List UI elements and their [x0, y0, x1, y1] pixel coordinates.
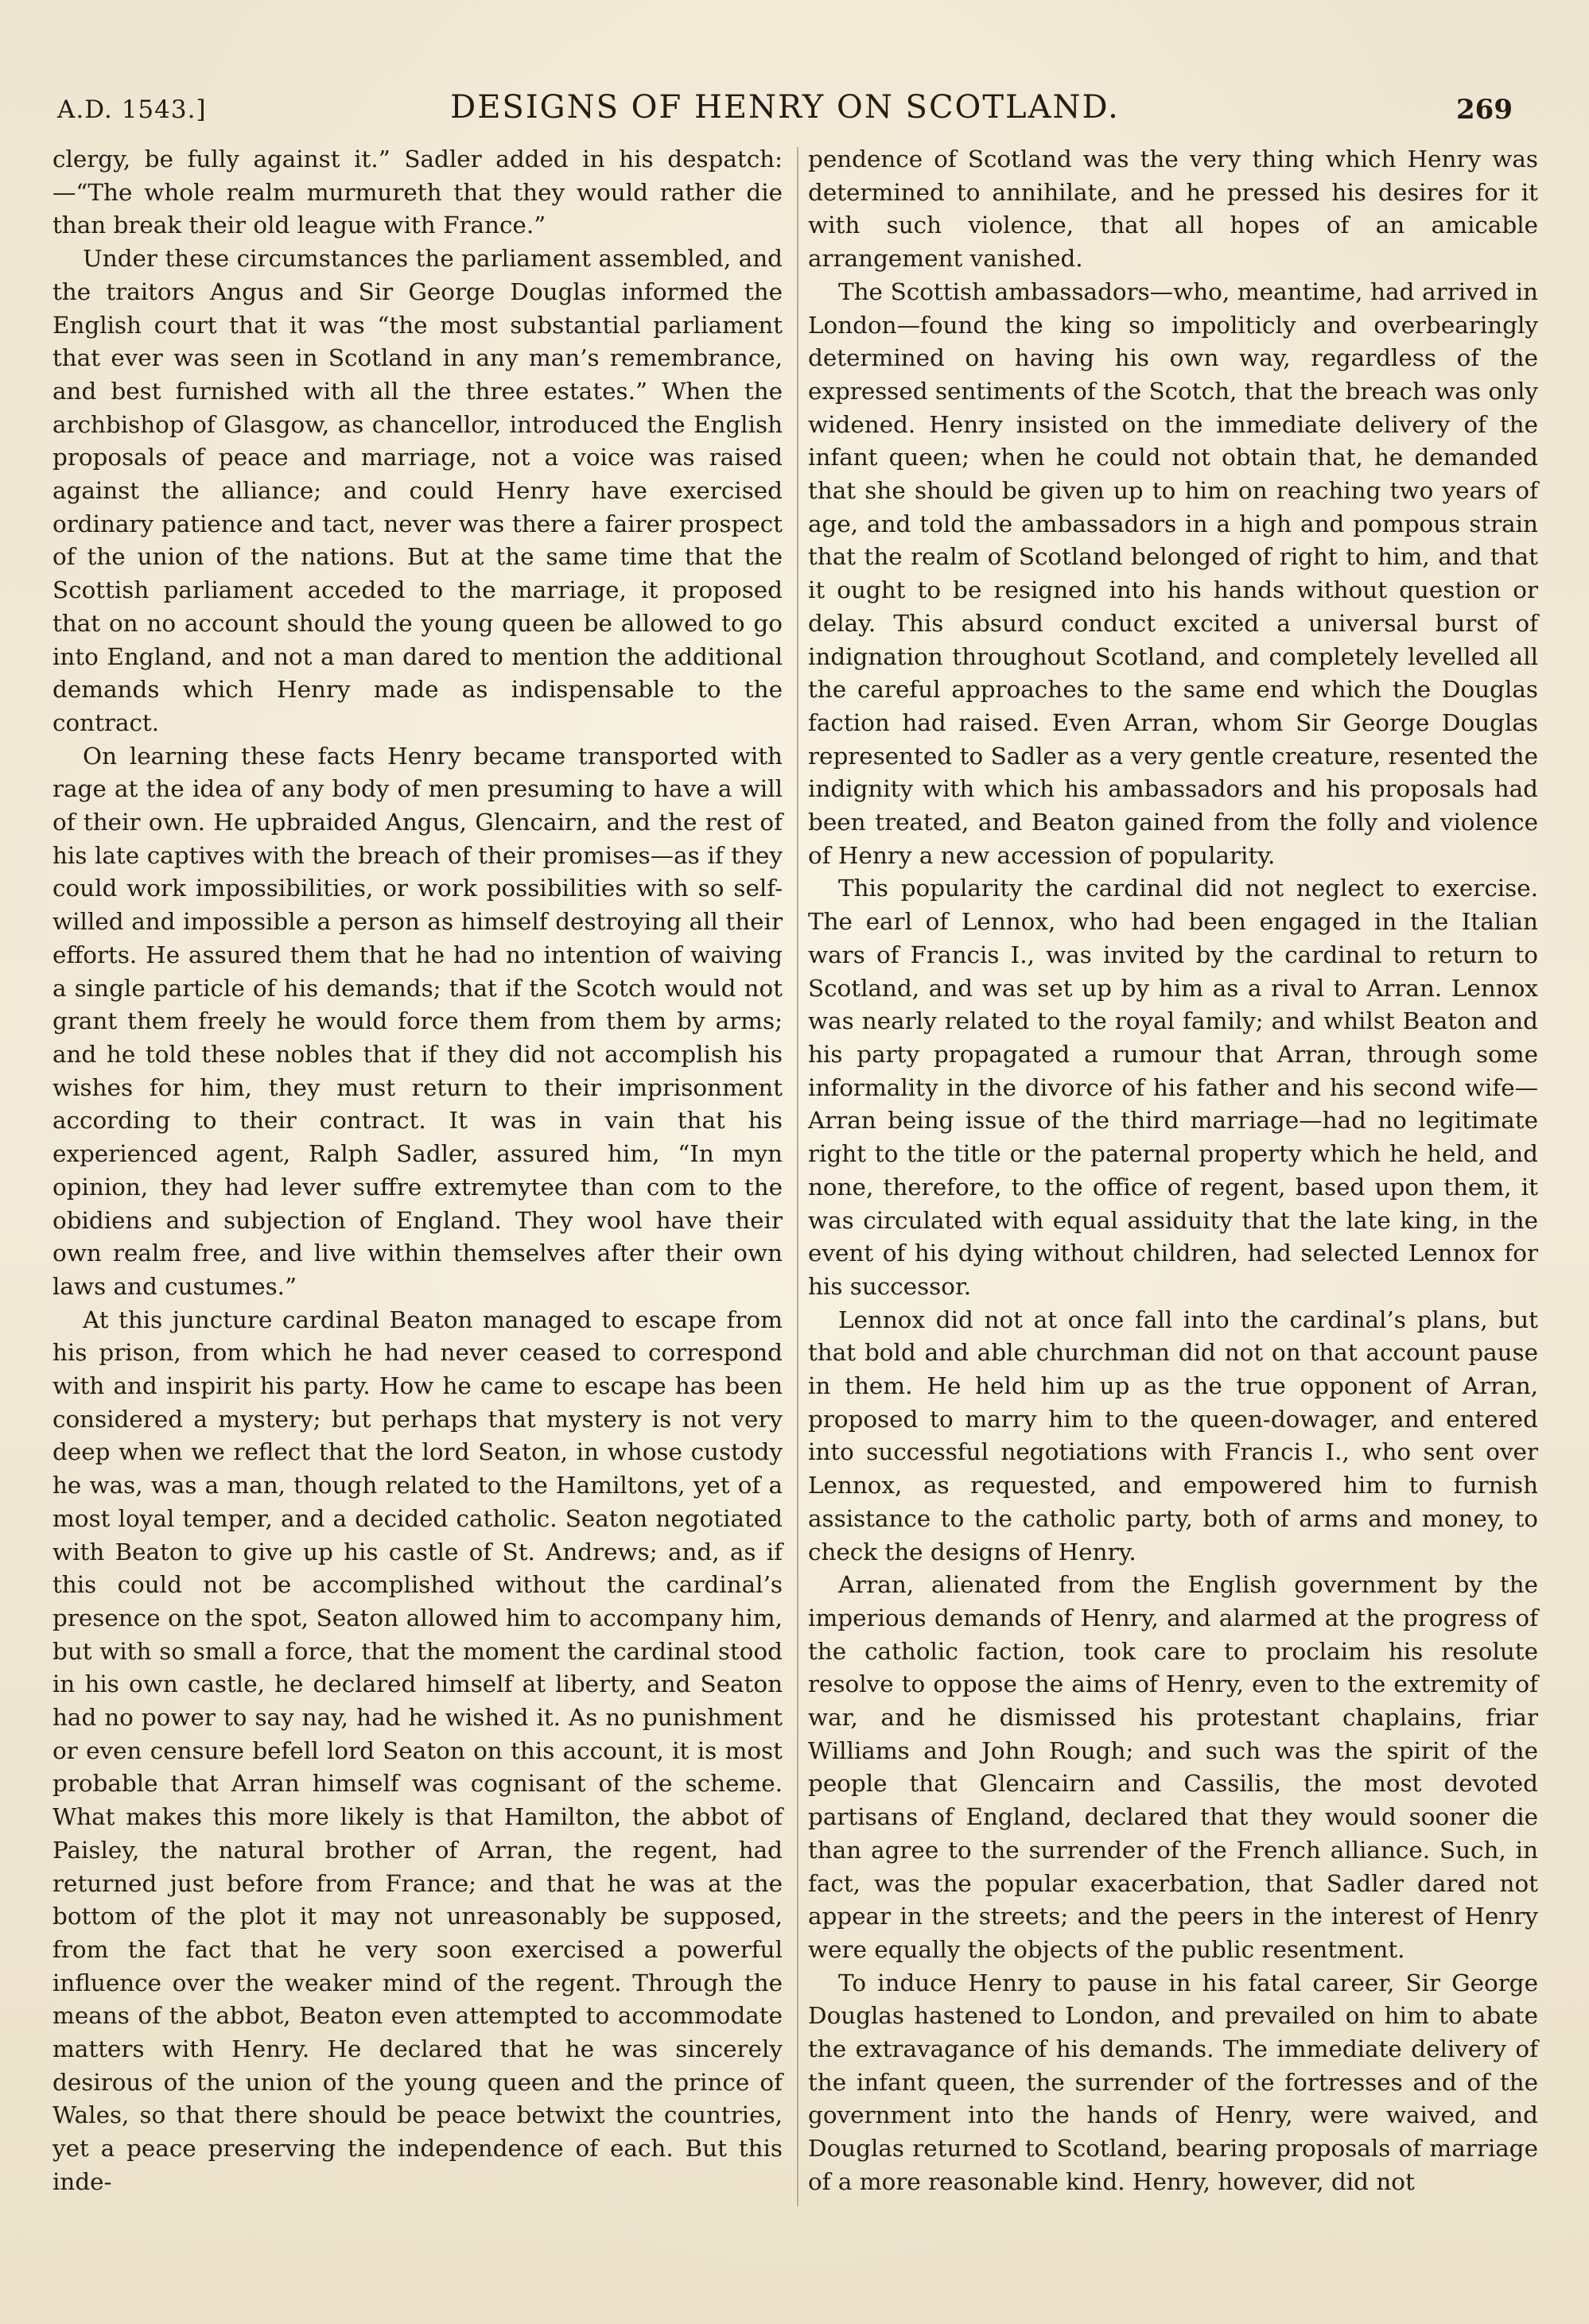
column-divider	[797, 147, 798, 2206]
paragraph: Lennox did not at once fall into the cardinal’s plans, but that bold and able churchman did not on that account pause in them. He held him up as the true opponent of Arran, proposed to marry him to the queen-dowager, and entered into successful negotiations with Francis I., who sent over Lennox, as requested, and empowered him to furnish assistance to the catholic party, both of arms and money, to check the designs of Henry.	[808, 1306, 1538, 1565]
paragraph: Arran, alienated from the English government by the imperious demands of Henry, and alarmed at the progress of the catholic faction, took care to proclaim his resolute resolve to oppose the aims of Henry, even to the extremity of war, and he dismissed his protestant chaplains, friar Williams and John Rough; and such was the spirit of the people that Glencairn and Cassilis, the most devoted partisans of England, declared that they would sooner die than agree to the surrender of the French alliance. Such, in fact, was the popular exacerbation, that Sadler dared not appear in the streets; and the peers in the interest of Henry were equally the objects of the public resentment.	[808, 1571, 1538, 1963]
paragraph: On learning these facts Henry became transported with rage at the idea of any body of men presuming to have a will of their own. He upbraided Angus, Glencairn, and the rest of his late captives with the breach of their promises—as if they could work impossibilities, or work possibilities with so self-willed and impossible a person as himself destroying all their efforts. He assured them that he had no intention of waiving a single particle of his demands; that if the Scotch would not grant them freely he would force them from them by arms; and he told these nobles that if they did not accomplish his wishes for him, they must return to their imprisonment according to their contract. It was in vain that his experienced agent, Ralph Sadler, assured him, “In myn opinion, they had lever suffre extremytee than com to the obidiens and subjection of England. They wool have their own realm free, and live within themselves after their own laws and custumes.”	[52, 742, 783, 1300]
paragraph: To induce Henry to pause in his fatal career, Sir George Douglas hastened to London, and prevailed on him to abate the extravagance of his demands. The immediate delivery of the infant queen, the surrender of the fortresses and of the government into the hands of Henry, were waived, and Douglas returned to Scotland, bearing proposals of marriage of a more reasonable kind. Henry, however, did not	[808, 1969, 1538, 2195]
page-title: DESIGNS OF HENRY ON SCOTLAND.	[450, 89, 1120, 126]
paragraph: At this juncture cardinal Beaton managed to escape from his prison, from which he had never ceased to correspond with and inspirit his party. How he came to escape has been considered a mystery; but perhaps that mystery is not very deep when we reflect that the lord Seaton, in whose custody he was, was a man, though related to the Hamiltons, yet of a most loyal temper, and a decided catholic. Seaton negotiated with Beaton to give up his castle of St. Andrews; and, as if this could not be accomplished without the cardinal’s presence on the spot, Seaton allowed him to accompany him, but with so small a force, that the moment the cardinal stood in his own castle, he declared himself at liberty, and Seaton had no power to say nay, had he wished it. As no punishment or even censure befell lord Seaton on this account, it is most probable that Arran himself was cognisant of the scheme. What makes this more likely is that Hamilton, the abbot of Paisley, the natural brother of Arran, the regent, had returned just before from France; and that he was at the bottom of the plot it may not unreasonably be supposed, from the fact that he very soon exercised a powerful influence over the weaker mind of the regent. Through the means of the abbot, Beaton even attempted to accommodate matters with Henry. He declared that he was sincerely desirous of the union of the young queen and the prince of Wales, so that there should be peace betwixt the countries, yet a peace preserving the independence of each. But this inde-	[52, 1306, 783, 2195]
paragraph: This popularity the cardinal did not neglect to exercise. The earl of Lennox, who had been engaged in the Italian wars of Francis I., was invited by the cardinal to return to Scotland, and was set up by him as a rival to Arran. Lennox was nearly related to the royal family; and whilst Beaton and his party propagated a rumour that Arran, through some informality in the divorce of his father and his second wife—Arran being issue of the third marriage—had no legitimate right to the title or the paternal property which he held, and none, therefore, to the office of regent, based upon them, it was circulated with equal assiduity that the late king, in the event of his dying without children, had selected Lennox for his successor.	[808, 875, 1538, 1300]
paragraph: Under these circumstances the parliament assembled, and the traitors Angus and Sir George Douglas informed the English court that it was “the most substantial parliament that ever was seen in Scotland in any man’s remembrance, and best furnished with all the three estates.” When the archbishop of Glasgow, as chancellor, introduced the English proposals of peace and marriage, not a voice was raised against the alliance; and could Henry have exercised ordinary patience and tact, never was there a fairer prospect of the union of the nations. But at the same time that the Scottish parliament acceded to the marriage, it proposed that on no account should the young queen be allowed to go into England, and not a man dared to mention the additional demands which Henry made as indispensable to the contract.	[52, 245, 783, 736]
year-folio: A.D. 1543.]	[57, 95, 207, 124]
paragraph: pendence of Scotland was the very thing which Henry was determined to annihilate, and he pressed his desires for it with such violence, that all hopes of an amicable arrangement vanished.	[808, 145, 1538, 273]
paragraph: clergy, be fully against it.” Sadler added in his despatch:—“The whole realm murmureth that they would rather die than break their old league with France.”	[52, 145, 783, 239]
left-column	[52, 143, 783, 2199]
running-head	[57, 89, 1513, 130]
right-column	[808, 143, 1538, 2199]
paragraph: The Scottish ambassadors—who, meantime, had arrived in London—found the king so impoliticly and overbearingly determined on having his own way, regardless of the expressed sentiments of the Scotch, that the breach was only widened. Henry insisted on the immediate delivery of the infant queen; when he could not obtain that, he demanded that she should be given up to him on reaching two years of age, and told the ambassadors in a high and pompous strain that the realm of Scotland belonged of right to him, and that it ought to be resigned into his hands without question or delay. This absurd conduct excited a universal burst of indignation throughout Scotland, and completely levelled all the careful approaches to the same end which the Douglas faction had raised. Even Arran, whom Sir George Douglas represented to Sadler as a very gentle creature, resented the indignity with which his ambassadors and his proposals had been treated, and Beaton gained from the folly and violence of Henry a new accession of popularity.	[808, 277, 1538, 869]
page-number: 269	[1456, 94, 1513, 126]
